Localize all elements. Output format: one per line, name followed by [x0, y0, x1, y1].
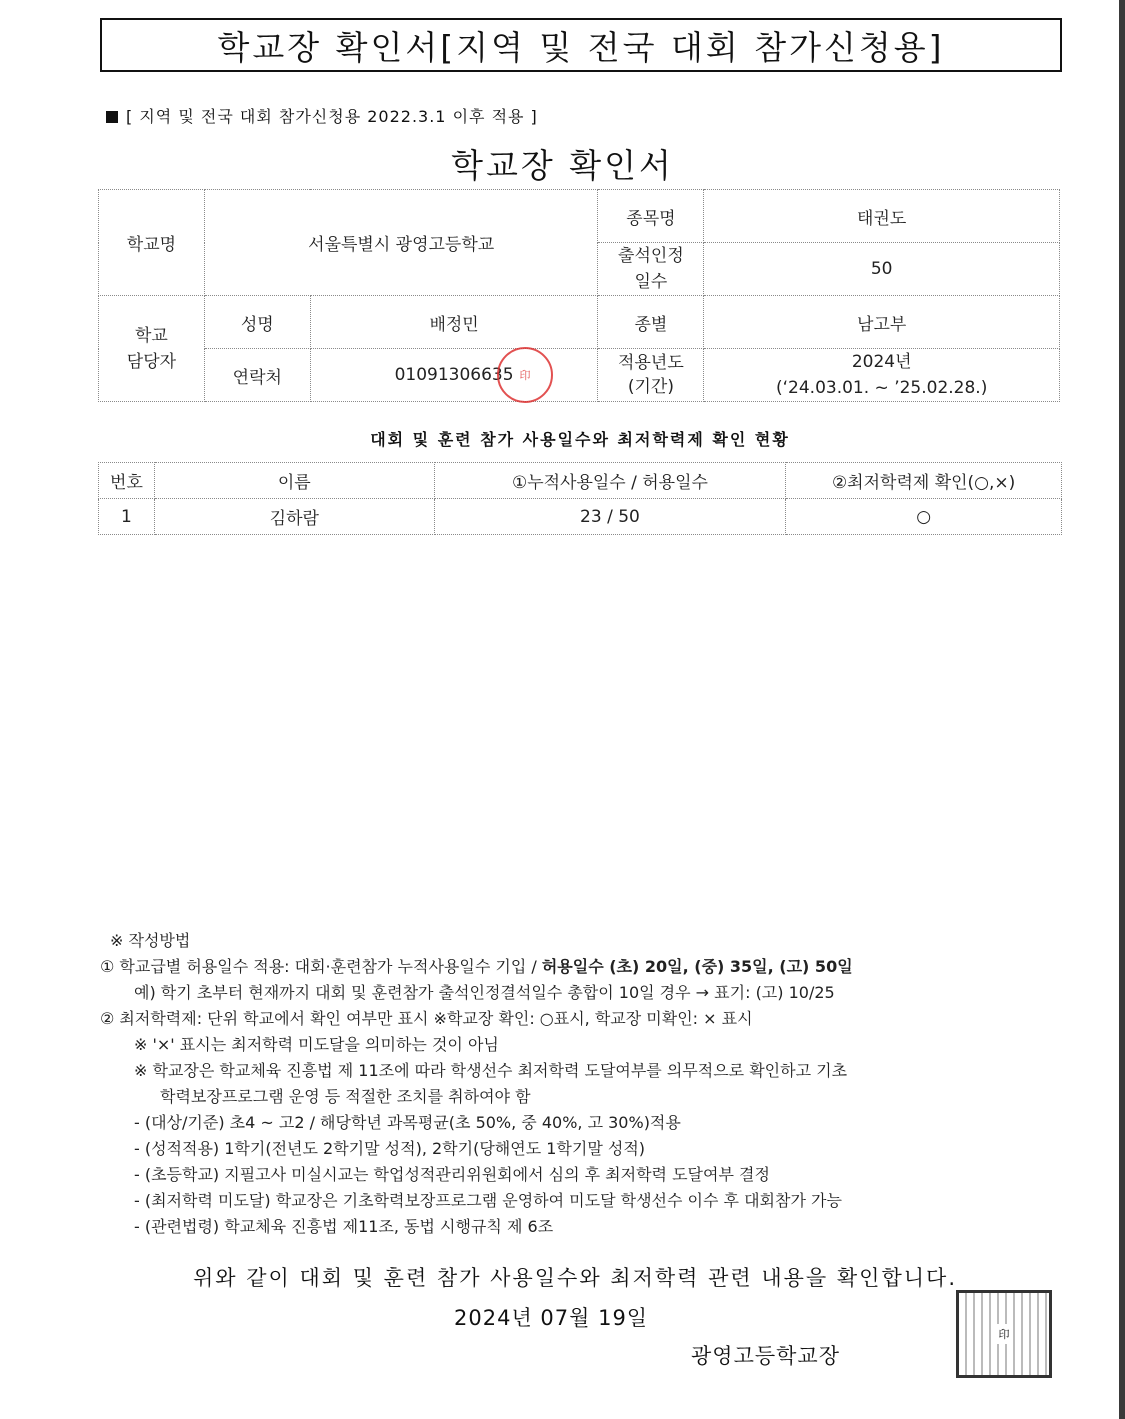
contact-label: 연락처 [204, 349, 310, 402]
manager-label-line2: 담당자 [126, 351, 177, 372]
info-table [98, 189, 1060, 402]
year-value [704, 349, 1060, 402]
method-line5: ※ 학교장은 학교체육 진흥법 제 11조에 따라 학생선수 최저학력 도달여부를 의무적으로 확인하고 기초 [134, 1061, 848, 1080]
page-title: 학교장 확인서 [451, 146, 674, 185]
table-row [99, 499, 1062, 535]
row-check: ○ [786, 499, 1062, 535]
attend-label [598, 243, 704, 296]
method-line8: - (성적적용) 1학기(전년도 2학기말 성적), 2학기(당해연도 1학기말 성적) [134, 1139, 646, 1158]
method-line1-b: 허용일수 (초) 20일, (중) 35일, (고) 50일 [541, 957, 853, 976]
year-value-line2: (‘24.03.01. ~ ’25.02.28.) [776, 378, 988, 398]
document-header-title: 학교장 확인서[지역 및 전국 대회 참가신청용] [100, 18, 1062, 72]
method-line9: - (초등학교) 지필고사 미실시교는 학업성적관리위원회에서 심의 후 최저학력 도달여부 결정 [134, 1165, 770, 1184]
square-bullet-icon [106, 111, 118, 123]
attend-label-line2: 일수 [634, 272, 668, 292]
issue-date: 2024년 07월 19일 [454, 1306, 649, 1330]
sport-label: 종목명 [598, 190, 704, 243]
method-line7: - (대상/기준) 초4 ~ 고2 / 해당학년 과목평균(초 50%, 중 40%, 고 30%)적용 [134, 1113, 681, 1132]
method-line1-a: ① 학교급별 허용일수 적용: 대회·훈련참가 누적사용일수 기입 / [100, 957, 542, 976]
notice-line [106, 104, 538, 127]
method-line6: 학력보장프로그램 운영 등 적절한 조치를 취하여야 함 [160, 1087, 531, 1106]
method-line11: - (관련법령) 학교체육 진흥법 제11조, 동법 시행규칙 제 6조 [134, 1217, 554, 1236]
row-days: 23 / 50 [434, 499, 786, 535]
header-no: 번호 [99, 463, 155, 499]
principal-seal-stamp [956, 1290, 1052, 1378]
scan-edge [1119, 0, 1125, 1419]
year-label-line1: 적용년도 [618, 353, 684, 373]
year-label [598, 349, 704, 402]
year-label-line2: (기간) [627, 377, 674, 397]
status-title: 대회 및 훈련 참가 사용일수와 최저학력제 확인 현황 [370, 430, 790, 449]
row-name: 김하람 [154, 499, 434, 535]
method-line1 [100, 954, 1020, 980]
signer-name: 광영고등학교장 [691, 1344, 841, 1368]
manager-seal-stamp: 印 [497, 347, 553, 403]
name-value: 배정민 [310, 296, 598, 349]
attend-label-line1: 출석인정 [618, 246, 684, 266]
method-line4: ※ '×' 표시는 최저학력 미도달을 의미하는 것이 아님 [134, 1035, 499, 1054]
writing-method [100, 928, 1020, 1240]
school-label: 학교명 [99, 190, 205, 296]
year-value-line1: 2024년 [851, 352, 912, 372]
attend-value: 50 [704, 243, 1060, 296]
method-line3: ② 최저학력제: 단위 학교에서 확인 여부만 표시 ※학교장 확인: ○표시, 학교장 미확인: × 표시 [100, 1009, 753, 1028]
notice-text: [ 지역 및 전국 대회 참가신청용 2022.3.1 이후 적용 ] [126, 107, 538, 126]
name-label: 성명 [204, 296, 310, 349]
manager-label-line1: 학교 [135, 325, 168, 346]
status-table [98, 462, 1062, 535]
row-no: 1 [99, 499, 155, 535]
school-value: 서울특별시 광영고등학교 [204, 190, 598, 296]
seal-glyph: 印 [997, 1324, 1012, 1344]
header-name: 이름 [154, 463, 434, 499]
method-line2: 예) 학기 초부터 현재까지 대회 및 훈련참가 출석인정결석일수 총합이 10일 경우 → 표기: (고) 10/25 [134, 983, 835, 1002]
category-label: 종별 [598, 296, 704, 349]
method-line10: - (최저학력 미도달) 학교장은 기초학력보장프로그램 운영하여 미도달 학생선수 이수 후 대회참가 가능 [134, 1191, 842, 1210]
confirm-statement: 위와 같이 대회 및 훈련 참가 사용일수와 최저학력 관련 내용을 확인합니다. [192, 1266, 957, 1290]
header-days: ①누적사용일수 / 허용일수 [434, 463, 786, 499]
method-title: ※ 작성방법 [110, 931, 191, 950]
category-value: 남고부 [704, 296, 1060, 349]
status-header-row [99, 463, 1062, 499]
header-check: ②최저학력제 확인(○,×) [786, 463, 1062, 499]
sport-value: 태권도 [704, 190, 1060, 243]
manager-label [99, 296, 205, 402]
contact-value: 01091306635 [310, 349, 598, 402]
